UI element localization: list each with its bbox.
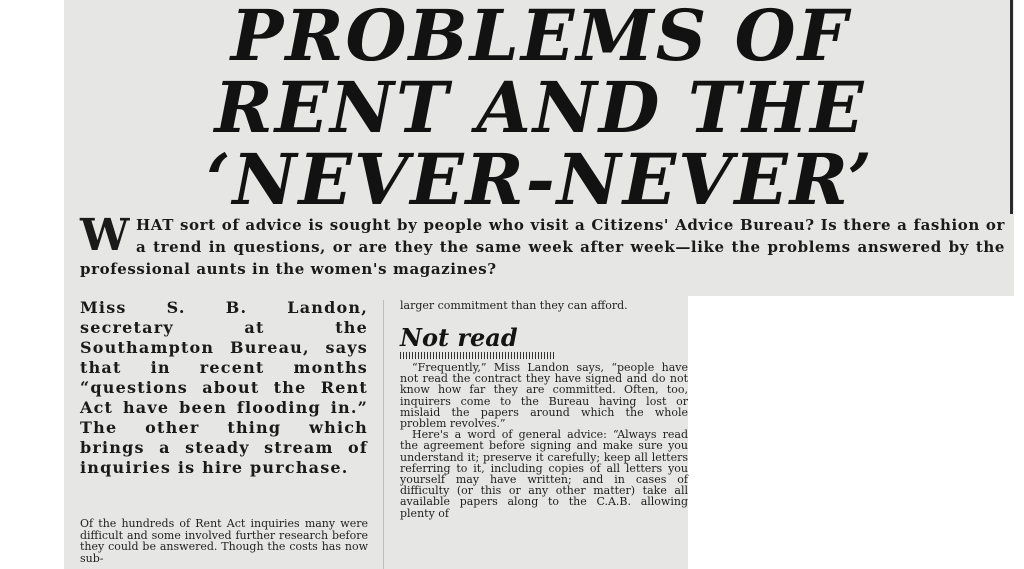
intro-text: HAT sort of advice is sought by people who visit a Citizens' Advice Bureau? Is there a fashion or a trend in questions, or are they the same week after week—like the problems answered by the professional aunts in the women's magazines?: [80, 216, 1005, 278]
column-divider: [383, 300, 384, 569]
headline-line-2: RENT AND THE: [214, 66, 866, 149]
headline-line-3: ‘NEVER-NEVER’: [206, 138, 874, 221]
column-2-body: [400, 362, 688, 519]
column-2-paragraph-2: Here's a word of general advice: “Always read the agreement before signing and make sure you understand it; preserve it carefully; keep all letters referring to it, including copies of all letters you yourself may have written; and in cases of difficulty (or this or any other matter) take all available papers along to the C.A.B. allowing plenty of: [400, 428, 688, 520]
column-2-continuation: larger commitment than they can afford.: [400, 299, 628, 312]
column-1-body: Of the hundreds of Rent Act inquiries many were difficult and some involved further research before they could be answered. Though the costs has now sub-: [80, 517, 368, 565]
headline-line-1: PROBLEMS OF: [230, 0, 850, 77]
subheading-rule: [400, 352, 556, 359]
column-rule-right: [1010, 0, 1013, 214]
drop-cap: W: [80, 210, 131, 261]
blank-area: [688, 296, 1024, 569]
headline: [70, 0, 1010, 221]
column-2-paragraph-1: “Frequently,” Miss Landon says, “people have not read the contract they have signed and do not know how far they are committed. Often, too, inquirers come to the Bureau having lost or mislaid the papers around which the whole problem revolves.”: [400, 361, 688, 431]
intro-paragraph: [80, 210, 1005, 280]
subheading: Not read: [400, 323, 518, 352]
column-1-lead: Miss S. B. Landon, secretary at the Southampton Bureau, says that in recent months “questions about the Rent Act have been flooding in.” The other thing which brings a steady stream of inquiries is hire purchase.: [80, 298, 368, 477]
